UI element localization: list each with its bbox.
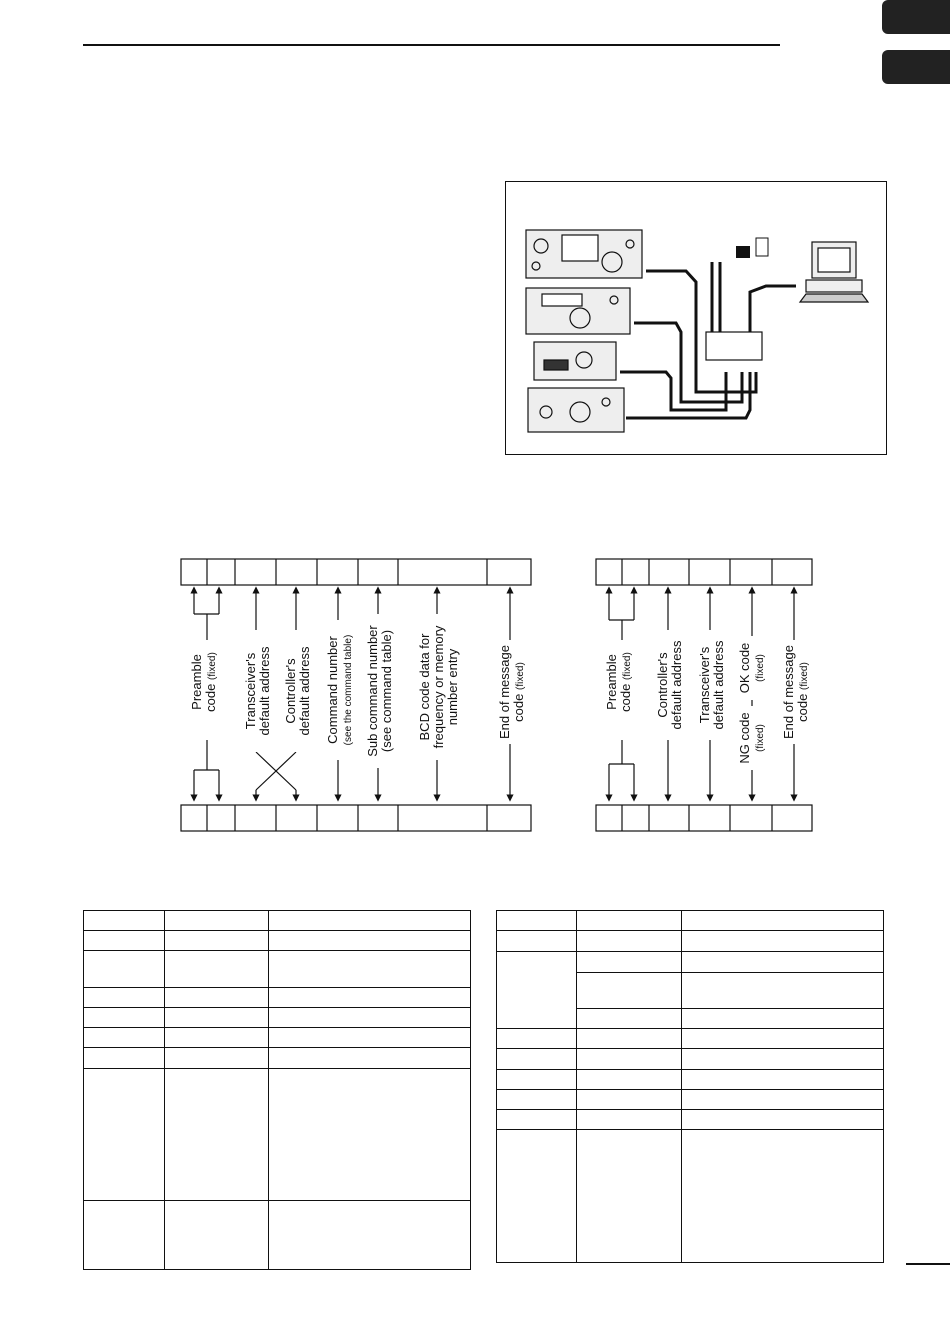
connection-diagram xyxy=(505,181,887,455)
command-table-left xyxy=(83,910,471,1270)
interface-unit xyxy=(706,332,762,360)
transceiver-1-illustration xyxy=(526,230,642,278)
header-rule xyxy=(83,44,780,46)
controller-frame-bottom xyxy=(181,805,531,831)
transceiver-4-illustration xyxy=(528,388,624,432)
transceiver-3-illustration xyxy=(534,342,616,380)
connection-illustration xyxy=(506,182,886,454)
label-preamble-left: Preamble code (fixed) xyxy=(190,640,220,724)
section-tab-upper xyxy=(882,0,950,34)
computer-illustration xyxy=(800,242,868,302)
controller-frame-top xyxy=(181,559,531,585)
label-controller-address-right: Controller's default address xyxy=(656,630,684,740)
ac-adapter xyxy=(736,246,750,258)
label-end-of-message-left: End of message code (fixed) xyxy=(498,640,528,744)
label-bcd-data: BCD code data for frequency or memory number entry xyxy=(418,614,460,760)
label-command-number: Command number (see the command table) xyxy=(326,620,356,760)
label-end-of-message-right: End of message code (fixed) xyxy=(782,640,812,744)
label-sub-command-number: Sub command number (see command table) xyxy=(366,614,394,768)
label-preamble-right: Preamble code (fixed) xyxy=(605,640,635,724)
transceiver-frame-top xyxy=(596,559,812,585)
label-transceiver-address-right: Transceiver's default address xyxy=(698,630,726,740)
label-ok-code: OK code (fixed) xyxy=(738,636,768,700)
label-ng-code: NG code (fixed) xyxy=(738,706,768,770)
transceiver-2-illustration xyxy=(526,288,630,334)
command-table-right xyxy=(496,910,884,1263)
label-controller-address-left: Controller's default address xyxy=(284,630,312,752)
section-tab-lower xyxy=(882,50,950,84)
wall-outlet xyxy=(756,238,768,256)
label-transceiver-address-left: Transceiver's default address xyxy=(244,630,272,752)
page-number-rule xyxy=(906,1263,950,1265)
transceiver-frame-bottom xyxy=(596,805,812,831)
